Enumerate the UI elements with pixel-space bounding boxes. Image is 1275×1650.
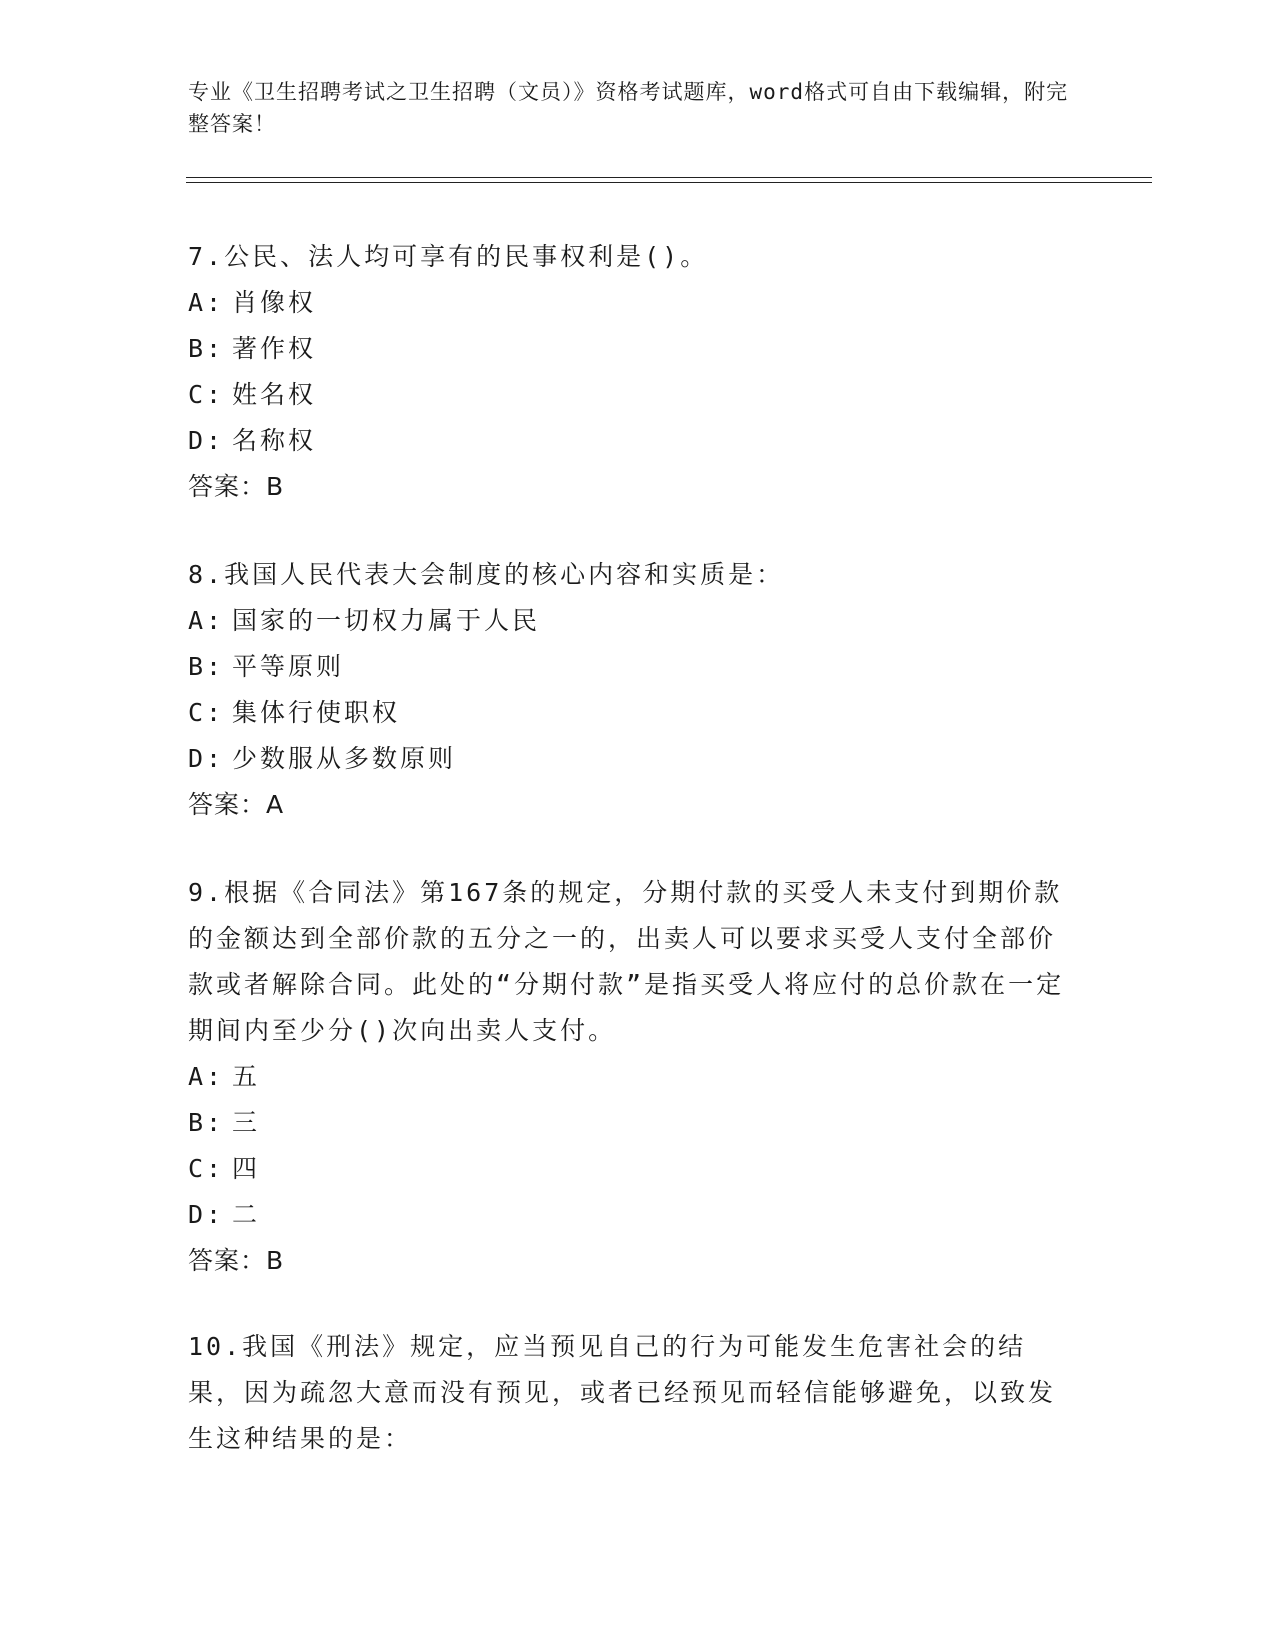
question-stem: 9.根据《合同法》第167条的规定，分期付款的买受人未支付到期价款的金额达到全部价款的五分之一的，出卖人可以要求买受人支付全部价款或者解除合同。此处的“分期付款”是指买受人将应付的总价款在一定期间内至少分()次向出卖人支付。 xyxy=(188,878,1065,1045)
option-d xyxy=(188,418,1078,464)
option-letter: A: xyxy=(188,1062,225,1091)
option-text: 集体行使职权 xyxy=(232,698,401,727)
question-stem: 8.我国人民代表大会制度的核心内容和实质是： xyxy=(188,560,785,589)
option-text: 五 xyxy=(232,1062,261,1091)
option-text: 二 xyxy=(232,1200,261,1229)
answer-text: 答案：B xyxy=(188,472,285,501)
option-letter: D: xyxy=(188,1200,225,1229)
question-7 xyxy=(188,234,1078,510)
option-text: 肖像权 xyxy=(232,288,317,317)
option-text: 四 xyxy=(232,1154,261,1183)
option-text: 平等原则 xyxy=(232,652,345,681)
option-b xyxy=(188,326,1078,372)
option-text: 著作权 xyxy=(232,334,317,363)
option-text: 国家的一切权力属于人民 xyxy=(232,606,541,635)
answer-text: 答案：B xyxy=(188,1246,285,1275)
option-letter: C: xyxy=(188,1154,225,1183)
option-b xyxy=(188,1100,1078,1146)
header-rule-top xyxy=(186,177,1152,178)
question-8 xyxy=(188,552,1078,828)
option-letter: B: xyxy=(188,1108,225,1137)
option-letter: A: xyxy=(188,606,225,635)
option-text: 三 xyxy=(232,1108,261,1137)
option-letter: C: xyxy=(188,698,225,727)
answer-text: 答案：A xyxy=(188,790,285,819)
option-text: 少数服从多数原则 xyxy=(232,744,457,773)
option-d xyxy=(188,1192,1078,1238)
question-stem: 7.公民、法人均可享有的民事权利是()。 xyxy=(188,242,709,271)
option-text: 姓名权 xyxy=(232,380,317,409)
option-letter: D: xyxy=(188,426,225,455)
option-a xyxy=(188,598,1078,644)
option-letter: C: xyxy=(188,380,225,409)
header-rule-bottom xyxy=(186,182,1152,183)
option-letter: D: xyxy=(188,744,225,773)
option-d xyxy=(188,736,1078,782)
option-c xyxy=(188,690,1078,736)
option-a xyxy=(188,1054,1078,1100)
document-header: 专业《卫生招聘考试之卫生招聘（文员）》资格考试题库，word格式可自由下载编辑，附完整答案！ xyxy=(188,80,1069,136)
option-letter: B: xyxy=(188,334,225,363)
option-text: 名称权 xyxy=(232,426,317,455)
option-b xyxy=(188,644,1078,690)
question-10 xyxy=(188,1324,1078,1462)
option-c xyxy=(188,1146,1078,1192)
option-letter: A: xyxy=(188,288,225,317)
option-letter: B: xyxy=(188,652,225,681)
option-c xyxy=(188,372,1078,418)
question-stem: 10.我国《刑法》规定，应当预见自己的行为可能发生危害社会的结果，因为疏忽大意而没有预见，或者已经预见而轻信能够避免，以致发生这种结果的是： xyxy=(188,1332,1057,1453)
question-9 xyxy=(188,870,1078,1284)
option-a xyxy=(188,280,1078,326)
